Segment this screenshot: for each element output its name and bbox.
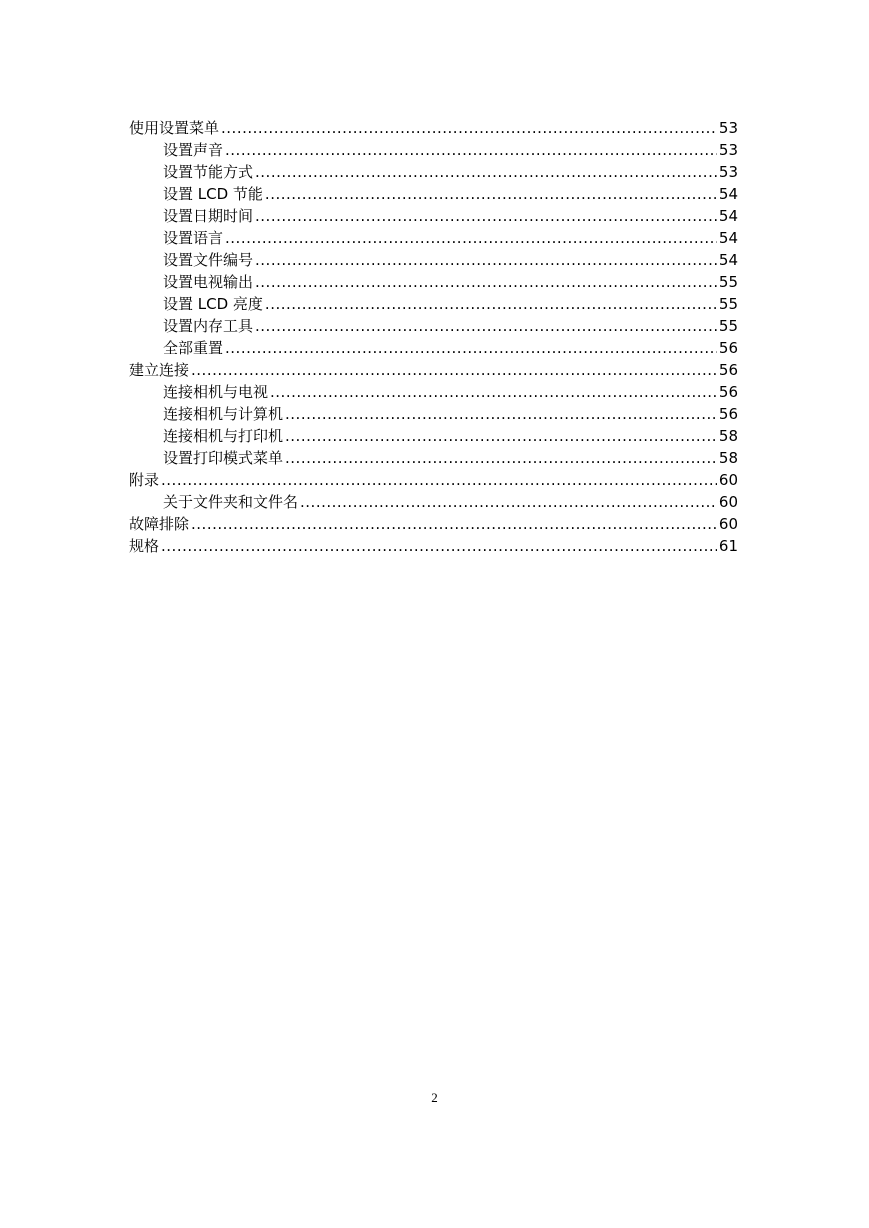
toc-entry[interactable] [129, 513, 738, 535]
toc-entry[interactable] [129, 447, 738, 469]
toc-entry-title: 设置日期时间 [163, 207, 254, 225]
toc-entry-title: 连接相机与打印机 [163, 427, 284, 445]
toc-dot-leader [300, 491, 717, 513]
toc-dot-leader [255, 271, 717, 293]
toc-dot-leader [255, 315, 717, 337]
toc-entry[interactable] [129, 293, 738, 315]
toc-entry-title: 设置打印模式菜单 [163, 449, 284, 467]
toc-dot-leader [255, 161, 717, 183]
toc-entry-page: 55 [718, 295, 738, 313]
toc-entry[interactable] [129, 403, 738, 425]
toc-entry[interactable] [129, 315, 738, 337]
toc-entry-page: 54 [718, 207, 738, 225]
toc-entry[interactable] [129, 425, 738, 447]
toc-entry[interactable] [129, 227, 738, 249]
toc-entry[interactable] [129, 469, 738, 491]
toc-entry-page: 54 [718, 185, 738, 203]
toc-dot-leader [191, 513, 717, 535]
toc-dot-leader [265, 183, 717, 205]
toc-entry-page: 61 [718, 537, 738, 555]
toc-entry-page: 54 [718, 229, 738, 247]
toc-entry-page: 56 [718, 383, 738, 401]
toc-entry-title: 全部重置 [163, 339, 224, 357]
toc-dot-leader [285, 403, 717, 425]
toc-entry-page: 60 [718, 515, 738, 533]
table-of-contents [129, 117, 738, 557]
toc-entry[interactable] [129, 205, 738, 227]
toc-entry[interactable] [129, 381, 738, 403]
toc-entry-title: 设置内存工具 [163, 317, 254, 335]
toc-entry-title: 设置电视输出 [163, 273, 254, 291]
toc-entry[interactable] [129, 117, 738, 139]
page-number: 2 [431, 1090, 438, 1105]
toc-entry-title: 设置 LCD 亮度 [163, 295, 263, 313]
toc-dot-leader [225, 227, 717, 249]
toc-entry-page: 60 [718, 493, 738, 511]
toc-entry-page: 55 [718, 273, 738, 291]
toc-entry-page: 53 [718, 163, 738, 181]
toc-entry-page: 56 [718, 361, 738, 379]
toc-entry-page: 56 [718, 405, 738, 423]
toc-dot-leader [161, 469, 717, 491]
toc-entry-page: 60 [718, 471, 738, 489]
toc-entry-title: 设置声音 [163, 141, 224, 159]
toc-entry[interactable] [129, 161, 738, 183]
toc-entry-title: 关于文件夹和文件名 [163, 493, 299, 511]
toc-entry[interactable] [129, 359, 738, 381]
toc-entry-title: 连接相机与计算机 [163, 405, 284, 423]
toc-entry-page: 53 [718, 119, 738, 137]
toc-dot-leader [225, 337, 717, 359]
toc-dot-leader [285, 425, 717, 447]
toc-entry-title: 故障排除 [129, 515, 190, 533]
toc-entry[interactable] [129, 535, 738, 557]
toc-entry[interactable] [129, 491, 738, 513]
toc-dot-leader [255, 249, 717, 271]
toc-dot-leader [265, 293, 717, 315]
toc-entry-title: 设置 LCD 节能 [163, 185, 263, 203]
toc-entry-title: 设置节能方式 [163, 163, 254, 181]
toc-entry-title: 设置文件编号 [163, 251, 254, 269]
toc-entry-page: 54 [718, 251, 738, 269]
toc-dot-leader [255, 205, 717, 227]
toc-entry-page: 55 [718, 317, 738, 335]
toc-entry-title: 附录 [129, 471, 160, 489]
toc-entry[interactable] [129, 271, 738, 293]
toc-entry[interactable] [129, 183, 738, 205]
toc-entry-title: 设置语言 [163, 229, 224, 247]
toc-entry-page: 58 [718, 449, 738, 467]
toc-entry-title: 规格 [129, 537, 160, 555]
toc-dot-leader [285, 447, 717, 469]
toc-entry-page: 58 [718, 427, 738, 445]
toc-dot-leader [191, 359, 717, 381]
toc-entry-title: 连接相机与电视 [163, 383, 269, 401]
toc-dot-leader [270, 381, 717, 403]
toc-entry-page: 56 [718, 339, 738, 357]
toc-dot-leader [161, 535, 717, 557]
toc-dot-leader [225, 139, 717, 161]
toc-entry-page: 53 [718, 141, 738, 159]
toc-entry[interactable] [129, 139, 738, 161]
toc-entry[interactable] [129, 337, 738, 359]
toc-entry-title: 建立连接 [129, 361, 190, 379]
toc-entry-title: 使用设置菜单 [129, 119, 220, 137]
toc-dot-leader [221, 117, 717, 139]
toc-entry[interactable] [129, 249, 738, 271]
